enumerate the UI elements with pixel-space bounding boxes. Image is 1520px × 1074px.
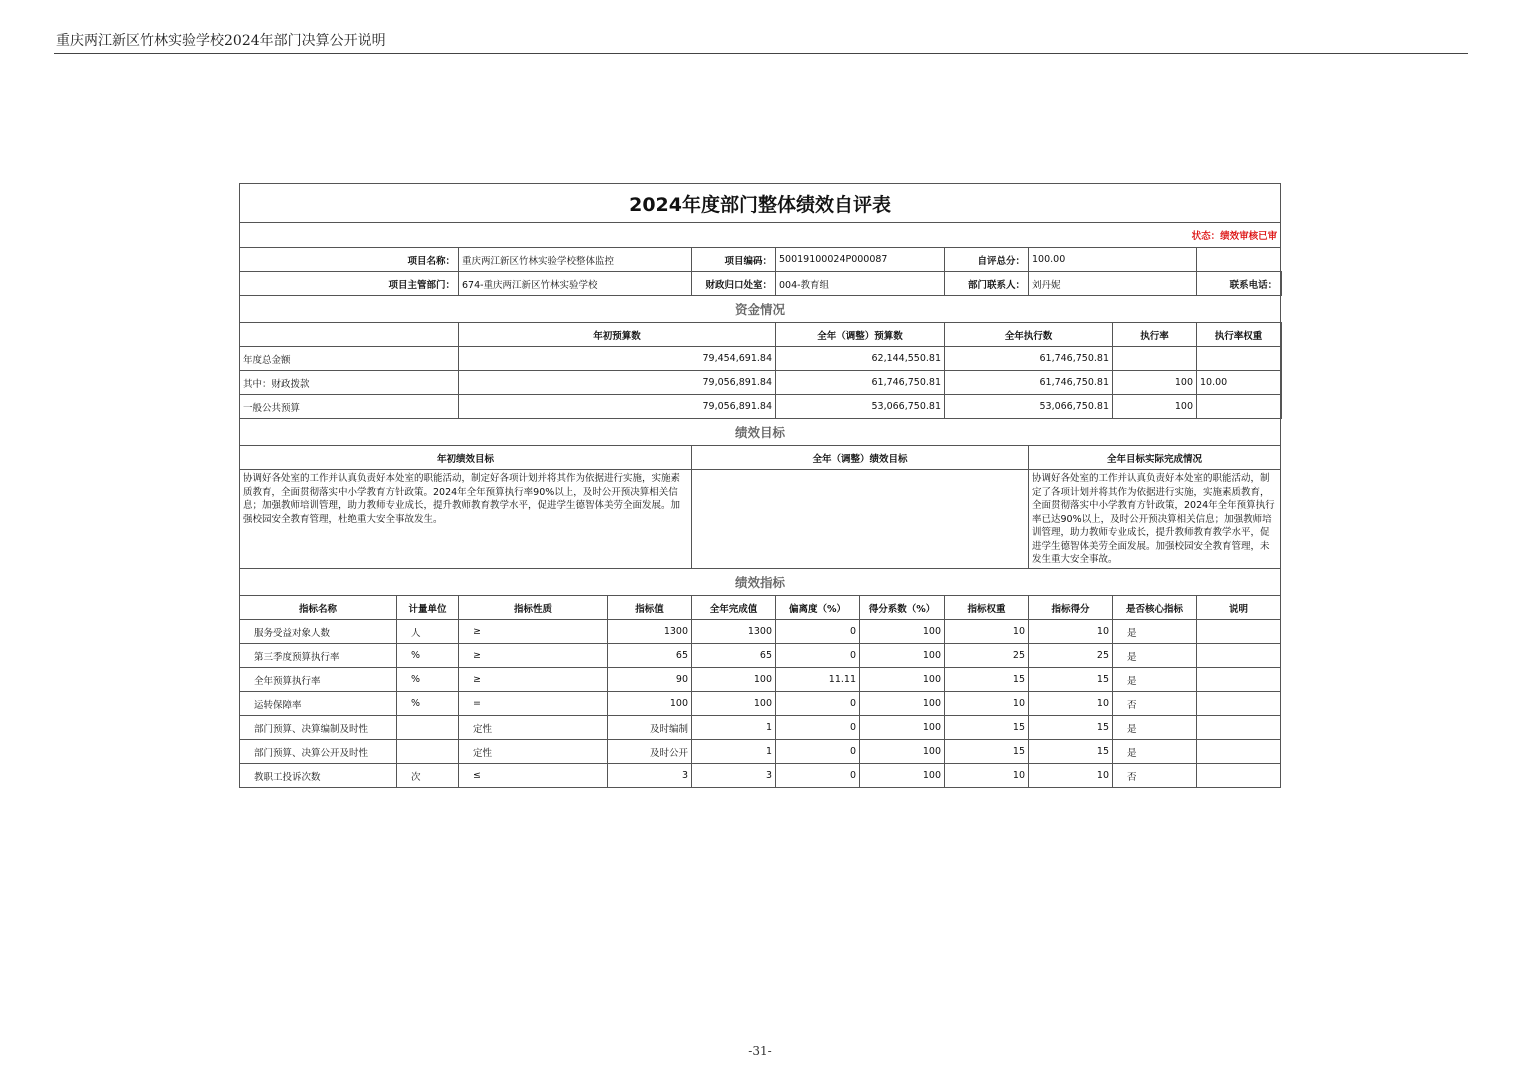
indicator-score: 10 (1029, 764, 1113, 788)
indicator-coef: 100 (860, 716, 945, 740)
indicator-note (1197, 620, 1281, 644)
funds-header-adjusted: 全年（调整）预算数 (776, 323, 945, 347)
funds-row-weight (1197, 395, 1281, 419)
funds-row-rate: 100 (1113, 395, 1197, 419)
indicator-target: 1300 (608, 620, 692, 644)
indicator-actual: 100 (692, 668, 776, 692)
funds-row-adjusted: 61,746,750.81 (776, 371, 945, 395)
indicator-name: 教职工投诉次数 (240, 764, 397, 788)
indicator-nature: 定性 (459, 716, 608, 740)
funds-row-executed: 61,746,750.81 (945, 371, 1113, 395)
funds-row-weight (1197, 347, 1281, 371)
indicator-weight: 15 (945, 668, 1029, 692)
funds-row-rate: 100 (1113, 371, 1197, 395)
ind-header-target: 指标值 (608, 596, 692, 620)
contact-value: 刘丹妮 (1029, 272, 1197, 296)
indicator-score: 15 (1029, 716, 1113, 740)
goals-actual-text: 协调好各处室的工作并认真负责好本处室的职能活动，制定了各项计划并将其作为依据进行实施，实施素质教育，全面贯彻落实中小学教育方针政策，2024年全年预算执行率已达90%以上，及时公开预决算相关信息；加强教师培训管理，助力教师专业成长，提升教师教育教学水平，促进学生德智体美劳全面发展。加强校园安全教育管理，未发生重大安全事故。 (1029, 470, 1281, 569)
indicator-name: 服务受益对象人数 (240, 620, 397, 644)
indicator-row (240, 716, 1282, 740)
indicator-note (1197, 740, 1281, 764)
header-divider (54, 53, 1468, 54)
indicator-nature: ≥ (459, 644, 608, 668)
funds-row (240, 371, 1282, 395)
finance-office-value: 004-教育组 (776, 272, 945, 296)
funds-row-adjusted: 53,066,750.81 (776, 395, 945, 419)
ind-header-weight: 指标权重 (945, 596, 1029, 620)
indicator-weight: 15 (945, 740, 1029, 764)
indicator-target: 90 (608, 668, 692, 692)
indicator-deviation: 0 (776, 644, 860, 668)
indicators-section-title: 绩效指标 (240, 569, 1281, 596)
ind-header-name: 指标名称 (240, 596, 397, 620)
self-score-value: 100.00 (1029, 248, 1197, 272)
funds-row-score (1281, 347, 1282, 371)
indicator-score: 15 (1029, 740, 1113, 764)
indicator-deviation: 0 (776, 692, 860, 716)
indicator-row (240, 668, 1282, 692)
indicator-score: 15 (1029, 668, 1113, 692)
phone-label: 联系电话： (1197, 272, 1281, 296)
indicator-deviation: 0 (776, 716, 860, 740)
finance-office-label: 财政归口处室： (692, 272, 776, 296)
indicator-core: 是 (1113, 620, 1197, 644)
ind-header-actual: 全年完成值 (692, 596, 776, 620)
goals-initial-text: 协调好各处室的工作并认真负责好本处室的职能活动，制定好各项计划并将其作为依据进行实施，实施素质教育，全面贯彻落实中小学教育方针政策。2024年全年预算执行率90%以上，及时公开预决算相关信息；加强教师培训管理，助力教师专业成长，提升教师教育教学水平，促进学生德智体美劳全面发展。加强校园安全教育管理，杜绝重大安全事故发生。 (240, 470, 692, 569)
funds-row-initial: 79,454,691.84 (459, 347, 776, 371)
indicator-coef: 100 (860, 644, 945, 668)
indicator-note (1197, 764, 1281, 788)
indicator-core: 是 (1113, 740, 1197, 764)
status-badge: 状态：绩效审核已审 (240, 223, 1281, 248)
funds-row-name: 其中：财政拨款 (240, 371, 459, 395)
funds-row (240, 347, 1282, 371)
indicator-actual: 1300 (692, 620, 776, 644)
funds-header-initial: 年初预算数 (459, 323, 776, 347)
funds-row-rate (1113, 347, 1197, 371)
indicator-score: 25 (1029, 644, 1113, 668)
indicator-weight: 10 (945, 620, 1029, 644)
funds-header-rate: 执行率 (1113, 323, 1197, 347)
indicator-note (1197, 668, 1281, 692)
indicator-coef: 100 (860, 764, 945, 788)
funds-row-adjusted: 62,144,550.81 (776, 347, 945, 371)
indicator-unit (397, 740, 459, 764)
indicator-weight: 15 (945, 716, 1029, 740)
indicator-row (240, 740, 1282, 764)
funds-row-executed: 61,746,750.81 (945, 347, 1113, 371)
ind-header-note: 说明 (1197, 596, 1281, 620)
indicator-coef: 100 (860, 668, 945, 692)
form-title: 2024年度部门整体绩效自评表 (240, 184, 1281, 223)
indicator-name: 全年预算执行率 (240, 668, 397, 692)
ind-header-core: 是否核心指标 (1113, 596, 1197, 620)
ind-header-score: 指标得分 (1029, 596, 1113, 620)
indicator-target: 100 (608, 692, 692, 716)
indicator-nature: ≤ (459, 764, 608, 788)
indicator-name: 部门预算、决算编制及时性 (240, 716, 397, 740)
indicator-actual: 1 (692, 716, 776, 740)
project-code-label: 项目编码： (692, 248, 776, 272)
indicator-deviation: 0 (776, 740, 860, 764)
funds-header-score (1281, 323, 1282, 347)
contact-label: 部门联系人： (945, 272, 1029, 296)
indicator-nature: ≥ (459, 668, 608, 692)
indicator-unit (397, 716, 459, 740)
funds-header-blank (240, 323, 459, 347)
indicator-deviation: 0 (776, 764, 860, 788)
indicator-actual: 3 (692, 764, 776, 788)
indicator-coef: 100 (860, 692, 945, 716)
indicator-nature: ≥ (459, 620, 608, 644)
indicator-row (240, 764, 1282, 788)
ind-header-coef: 得分系数（%） (860, 596, 945, 620)
funds-row-weight: 10.00 (1197, 371, 1281, 395)
funds-row-name: 年度总金额 (240, 347, 459, 371)
indicator-target: 及时公开 (608, 740, 692, 764)
indicator-weight: 10 (945, 764, 1029, 788)
indicator-target: 65 (608, 644, 692, 668)
funds-header-executed: 全年执行数 (945, 323, 1113, 347)
indicator-weight: 10 (945, 692, 1029, 716)
goals-header-initial: 年初绩效目标 (240, 446, 692, 470)
indicator-name: 运转保障率 (240, 692, 397, 716)
indicator-row (240, 644, 1282, 668)
indicator-unit: 人 (397, 620, 459, 644)
indicator-note (1197, 692, 1281, 716)
indicator-nature: 定性 (459, 740, 608, 764)
indicator-core: 是 (1113, 716, 1197, 740)
funds-header-weight: 执行率权重 (1197, 323, 1281, 347)
indicator-actual: 65 (692, 644, 776, 668)
goals-section-title: 绩效目标 (240, 419, 1281, 446)
indicator-name: 第三季度预算执行率 (240, 644, 397, 668)
funds-row-score (1281, 395, 1282, 419)
indicator-actual: 1 (692, 740, 776, 764)
goals-header-actual: 全年目标实际完成情况 (1029, 446, 1281, 470)
indicator-deviation: 0 (776, 620, 860, 644)
dept-value: 674-重庆两江新区竹林实验学校 (459, 272, 692, 296)
funds-row-score (1281, 371, 1282, 395)
indicator-core: 是 (1113, 644, 1197, 668)
indicator-coef: 100 (860, 740, 945, 764)
indicator-note (1197, 716, 1281, 740)
indicator-unit: % (397, 668, 459, 692)
ind-header-nature: 指标性质 (459, 596, 608, 620)
funds-section-title: 资金情况 (240, 296, 1281, 323)
ind-header-deviation: 偏离度（%） (776, 596, 860, 620)
indicator-note (1197, 644, 1281, 668)
indicator-target: 及时编制 (608, 716, 692, 740)
indicator-unit: % (397, 644, 459, 668)
indicator-core: 否 (1113, 692, 1197, 716)
project-name-label: 项目名称： (240, 248, 459, 272)
performance-evaluation-table (239, 183, 1282, 788)
indicator-nature: = (459, 692, 608, 716)
indicator-row (240, 620, 1282, 644)
self-score-label: 自评总分： (945, 248, 1029, 272)
ind-header-unit: 计量单位 (397, 596, 459, 620)
indicator-core: 是 (1113, 668, 1197, 692)
indicator-deviation: 11.11 (776, 668, 860, 692)
funds-row-executed: 53,066,750.81 (945, 395, 1113, 419)
empty-cell (1197, 248, 1281, 272)
indicator-weight: 25 (945, 644, 1029, 668)
dept-label: 项目主管部门： (240, 272, 459, 296)
indicator-unit: 次 (397, 764, 459, 788)
phone-value (1281, 272, 1282, 296)
indicator-core: 否 (1113, 764, 1197, 788)
funds-row-name: 一般公共预算 (240, 395, 459, 419)
funds-row-initial: 79,056,891.84 (459, 395, 776, 419)
indicator-target: 3 (608, 764, 692, 788)
project-name-value: 重庆两江新区竹林实验学校整体监控 (459, 248, 692, 272)
indicator-row (240, 692, 1282, 716)
indicator-name: 部门预算、决算公开及时性 (240, 740, 397, 764)
indicator-score: 10 (1029, 692, 1113, 716)
goals-header-adjusted: 全年（调整）绩效目标 (692, 446, 1029, 470)
goals-adjusted-text (692, 470, 1029, 569)
indicator-unit: % (397, 692, 459, 716)
funds-row-initial: 79,056,891.84 (459, 371, 776, 395)
indicator-coef: 100 (860, 620, 945, 644)
project-code-value: 50019100024P000087 (776, 248, 945, 272)
indicator-actual: 100 (692, 692, 776, 716)
indicator-score: 10 (1029, 620, 1113, 644)
funds-row (240, 395, 1282, 419)
page-header-title: 重庆两江新区竹林实验学校2024年部门决算公开说明 (56, 33, 386, 49)
page-number: -31- (748, 1044, 772, 1058)
